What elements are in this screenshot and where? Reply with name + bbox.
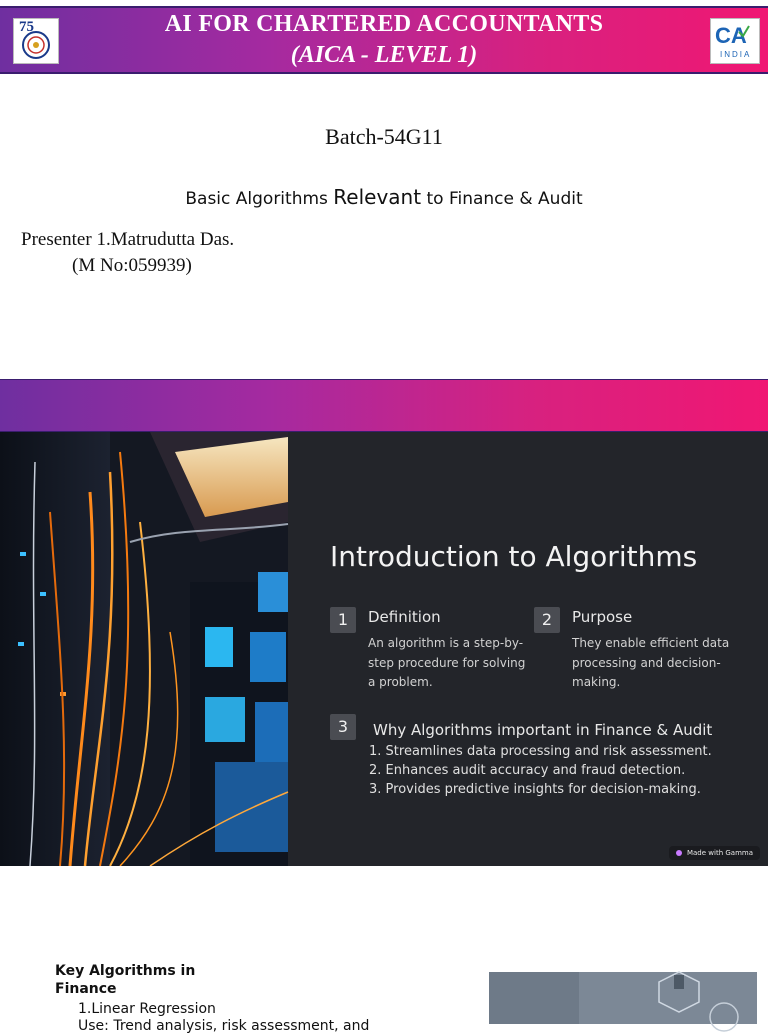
why-point: 3. Provides predictive insights for decision-making. (369, 782, 701, 797)
purpose-line: making. (572, 675, 621, 689)
item-number-3: 3 (330, 714, 356, 740)
gamma-logo-icon (676, 850, 682, 856)
subtitle-pre: Basic Algorithms (185, 189, 334, 209)
definition-line: An algorithm is a step-by- (368, 636, 524, 650)
key-algorithms-heading: Key Algorithms in (55, 963, 196, 979)
intro-title: Introduction to Algorithms (330, 540, 698, 573)
why-heading: Why Algorithms important in Finance & Audit (373, 721, 713, 739)
banner-title: AI FOR CHARTERED ACCOUNTANTS (164, 11, 604, 37)
banner-subtitle: (AICA - LEVEL 1) (290, 42, 478, 68)
member-number: (M No:059939) (72, 255, 192, 276)
intro-slide (0, 432, 768, 866)
purpose-line: They enable efficient data (572, 636, 730, 650)
algorithm-use: Use: Trend analysis, risk assessment, and (78, 1018, 370, 1034)
logo-right-text: CA (715, 23, 747, 48)
item-number-2: 2 (534, 607, 560, 633)
presenter-name: Presenter 1.Matrudutta Das. (21, 229, 235, 250)
item-number-1: 1 (330, 607, 356, 633)
gamma-badge-label: Made with Gamma (686, 849, 753, 857)
logo-ca-india (710, 18, 760, 64)
batch-title: Batch-54G11 (325, 124, 443, 149)
purpose-text (572, 634, 729, 693)
presentation-subtitle (0, 185, 768, 209)
header-banner (0, 6, 768, 74)
key-algorithms-heading-2: Finance (55, 981, 117, 997)
algorithm-item: 1.Linear Regression (78, 1001, 216, 1017)
definition-heading: Definition (368, 608, 441, 626)
definition-text (368, 634, 525, 693)
why-point: 2. Enhances audit accuracy and fraud detection. (369, 763, 686, 778)
purpose-line: processing and decision- (572, 655, 721, 670)
ca-tick-icon (738, 25, 750, 37)
key-algorithms-section (0, 866, 768, 1034)
made-with-gamma-badge[interactable] (669, 846, 760, 860)
definition-line: a problem. (368, 675, 433, 689)
purpose-heading: Purpose (572, 608, 633, 626)
subtitle-post: to Finance & Audit (421, 189, 583, 209)
why-point: 1. Streamlines data processing and risk assessment. (369, 744, 712, 759)
logo-left-text: 75 (19, 19, 34, 35)
logo-right-sub: INDIA (720, 50, 752, 59)
finance-tech-image (489, 972, 757, 1024)
slide-top-band (0, 379, 768, 432)
subtitle-big: Relevant (333, 185, 422, 209)
server-room-photo (0, 432, 288, 866)
definition-line: step procedure for solving (368, 655, 526, 670)
